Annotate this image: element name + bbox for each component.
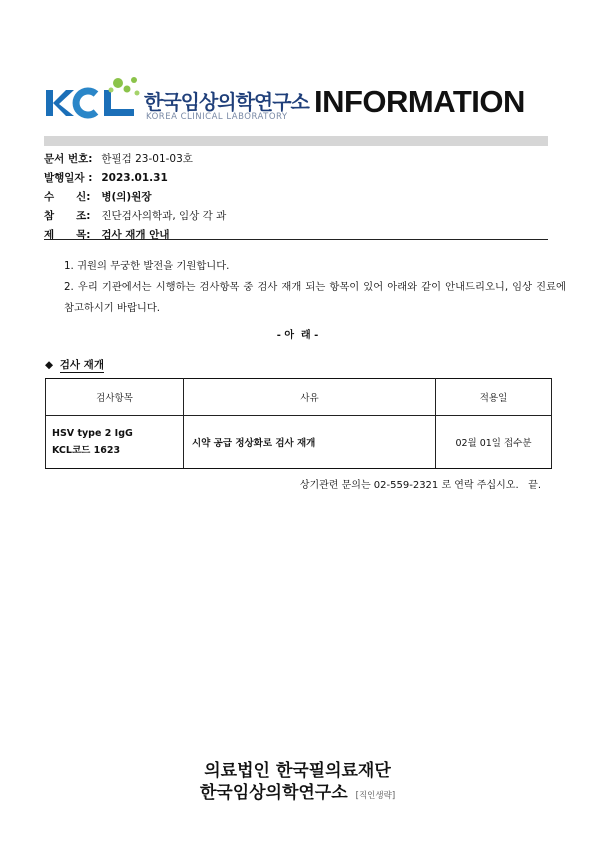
table-cell-item-name: HSV type 2 IgG xyxy=(52,428,133,439)
table-cell-item-code: KCL코드 1623 xyxy=(52,445,121,456)
diamond-bullet-icon: ◆ xyxy=(45,359,54,371)
meta-issue-date-label: 발행일자 : xyxy=(44,172,93,184)
section-heading xyxy=(45,357,104,372)
meta-doc-number-value: 한필검 23-01-03호 xyxy=(101,153,193,165)
header-divider-bar xyxy=(44,136,548,146)
meta-doc-number xyxy=(44,150,226,169)
table-header-date: 적용일 xyxy=(436,379,552,416)
seal-omitted-note: [직인생략] xyxy=(355,791,396,801)
below-heading: - 아 래 - xyxy=(276,330,319,341)
document-title: INFORMATION xyxy=(314,84,525,119)
meta-issue-date xyxy=(44,169,226,188)
issuer-signature xyxy=(0,760,595,807)
body-paragraph-2: 2. 우리 기관에서는 시행하는 검사항목 중 검사 재개 되는 항목이 있어 아래와 같이 안내드리오니, 임상 진료에 참고하시기 바랍니다. xyxy=(64,281,566,314)
meta-subject xyxy=(44,226,226,245)
resumption-table xyxy=(45,378,552,469)
section-title: 검사 재개 xyxy=(59,359,104,371)
table-header-reason: 사유 xyxy=(184,379,436,416)
body-text xyxy=(64,256,566,319)
kcl-logo-icon xyxy=(44,74,144,126)
logo-korean-name: 한국임상의학연구소 xyxy=(144,90,309,114)
meta-subject-value: 검사 재개 안내 xyxy=(101,229,170,241)
issuer-foundation: 의료법인 한국필의료재단 xyxy=(204,761,391,781)
issuer-institute-line xyxy=(0,782,595,807)
meta-doc-number-label: 문서 번호: xyxy=(44,153,93,165)
document-meta xyxy=(44,150,226,245)
meta-recipient xyxy=(44,188,226,207)
table-row xyxy=(46,416,552,469)
table-cell-reason: 시약 공급 정상화로 검사 재개 xyxy=(184,416,436,469)
meta-recipient-value: 병(의)원장 xyxy=(101,191,152,203)
meta-reference-value: 진단검사의학과, 임상 각 과 xyxy=(101,210,227,222)
body-paragraph-1: 1. 귀원의 무궁한 발전을 기원합니다. xyxy=(64,260,230,272)
table-header-item: 검사항목 xyxy=(46,379,184,416)
table-cell-item xyxy=(46,416,184,469)
issuer-institute: 한국임상의학연구소 xyxy=(199,783,348,803)
meta-reference-label: 참 조: xyxy=(44,210,91,222)
meta-reference xyxy=(44,207,226,226)
meta-issue-date-value: 2023.01.31 xyxy=(101,172,168,184)
table-header-row xyxy=(46,379,552,416)
kcl-logo xyxy=(44,74,309,126)
meta-divider xyxy=(44,239,548,240)
table-cell-date: 02월 01일 접수분 xyxy=(436,416,552,469)
logo-english-name: KOREA CLINICAL LABORATORY xyxy=(146,112,288,122)
meta-recipient-label: 수 신: xyxy=(44,191,91,203)
meta-subject-label: 제 목: xyxy=(44,229,91,241)
contact-note: 상기관련 문의는 02-559-2321 로 연락 주십시오. 끝. xyxy=(299,480,541,491)
